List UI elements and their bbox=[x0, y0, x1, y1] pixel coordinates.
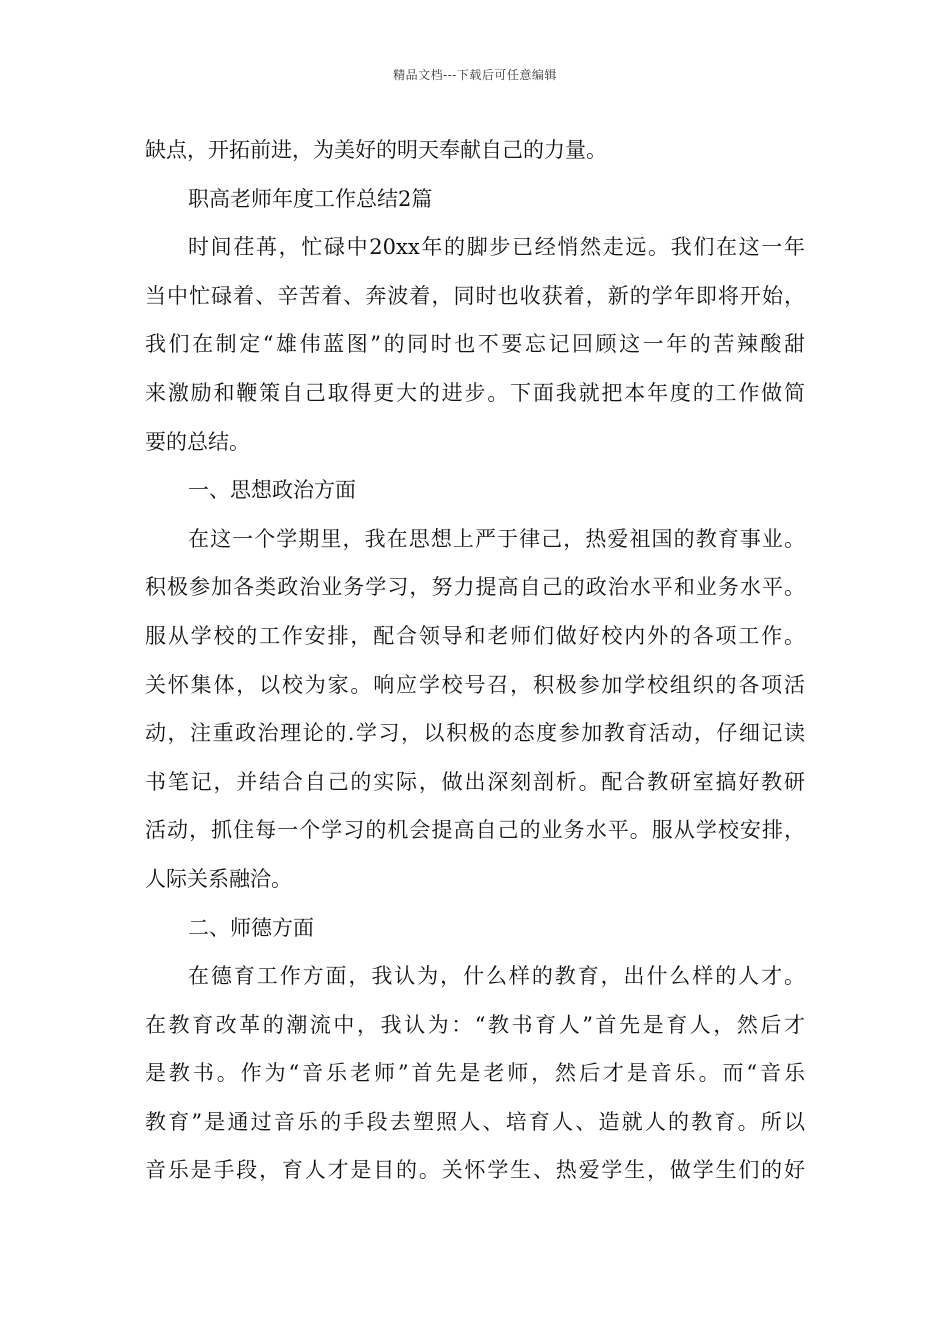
section-title: 职高老师年度工作总结2篇 bbox=[188, 186, 433, 211]
paragraph-line: 服从学校的工作安排，配合领导和老师们做好校内外的各项工作。 bbox=[145, 623, 805, 648]
paragraph-line: 活动，抓住每一个学习的机会提高自己的业务水平。服从学校安排， bbox=[145, 818, 805, 843]
paragraph-line: 在德育工作方面，我认为，什么样的教育，出什么样的人才。 bbox=[188, 964, 805, 989]
paragraph-line: 是教书。作为“音乐老师”首先是老师，然后才是音乐。而“音乐 bbox=[145, 1061, 805, 1086]
paragraph-line: 在这一个学期里，我在思想上严于律己，热爱祖国的教育事业。 bbox=[188, 526, 805, 551]
paragraph-line: 动，注重政治理论的.学习，以积极的态度参加教育活动，仔细记读 bbox=[145, 721, 805, 746]
paragraph-line: 我们在制定“雄伟蓝图”的同时也不要忘记回顾这一年的苦辣酸甜 bbox=[145, 332, 805, 357]
paragraph-line: 教育”是通过音乐的手段去塑照人、培育人、造就人的教育。所以 bbox=[145, 1109, 805, 1134]
paragraph-line: 来激励和鞭策自己取得更大的进步。下面我就把本年度的工作做简 bbox=[145, 380, 805, 405]
page-header: 精品文档---下载后可任意编辑 bbox=[393, 68, 557, 82]
paragraph-line: 积极参加各类政治业务学习，努力提高自己的政治水平和业务水平。 bbox=[145, 575, 805, 600]
paragraph-line: 要的总结。 bbox=[145, 429, 250, 454]
paragraph-line: 关怀集体，以校为家。响应学校号召，积极参加学校组织的各项活 bbox=[145, 672, 805, 697]
paragraph-line: 在教育改革的潮流中，我认为：“教书育人”首先是育人，然后才 bbox=[145, 1012, 805, 1037]
section-heading: 二、师德方面 bbox=[188, 915, 314, 940]
paragraph-line: 音乐是手段，育人才是目的。关怀学生、热爱学生，做学生们的好 bbox=[145, 1158, 805, 1183]
paragraph-line: 时间荏苒，忙碌中20xx年的脚步已经悄然走远。我们在这一年 bbox=[188, 235, 805, 260]
paragraph-line: 人际关系融洽。 bbox=[145, 866, 292, 891]
document-body bbox=[145, 131, 805, 1200]
section-heading: 一、思想政治方面 bbox=[188, 478, 356, 503]
paragraph-line: 书笔记，并结合自己的实际，做出深刻剖析。配合教研室搞好教研 bbox=[145, 769, 805, 794]
paragraph-line: 当中忙碌着、辛苦着、奔波着，同时也收获着，新的学年即将开始， bbox=[145, 283, 805, 308]
paragraph-line: 缺点，开拓前进，为美好的明天奉献自己的力量。 bbox=[145, 138, 607, 162]
